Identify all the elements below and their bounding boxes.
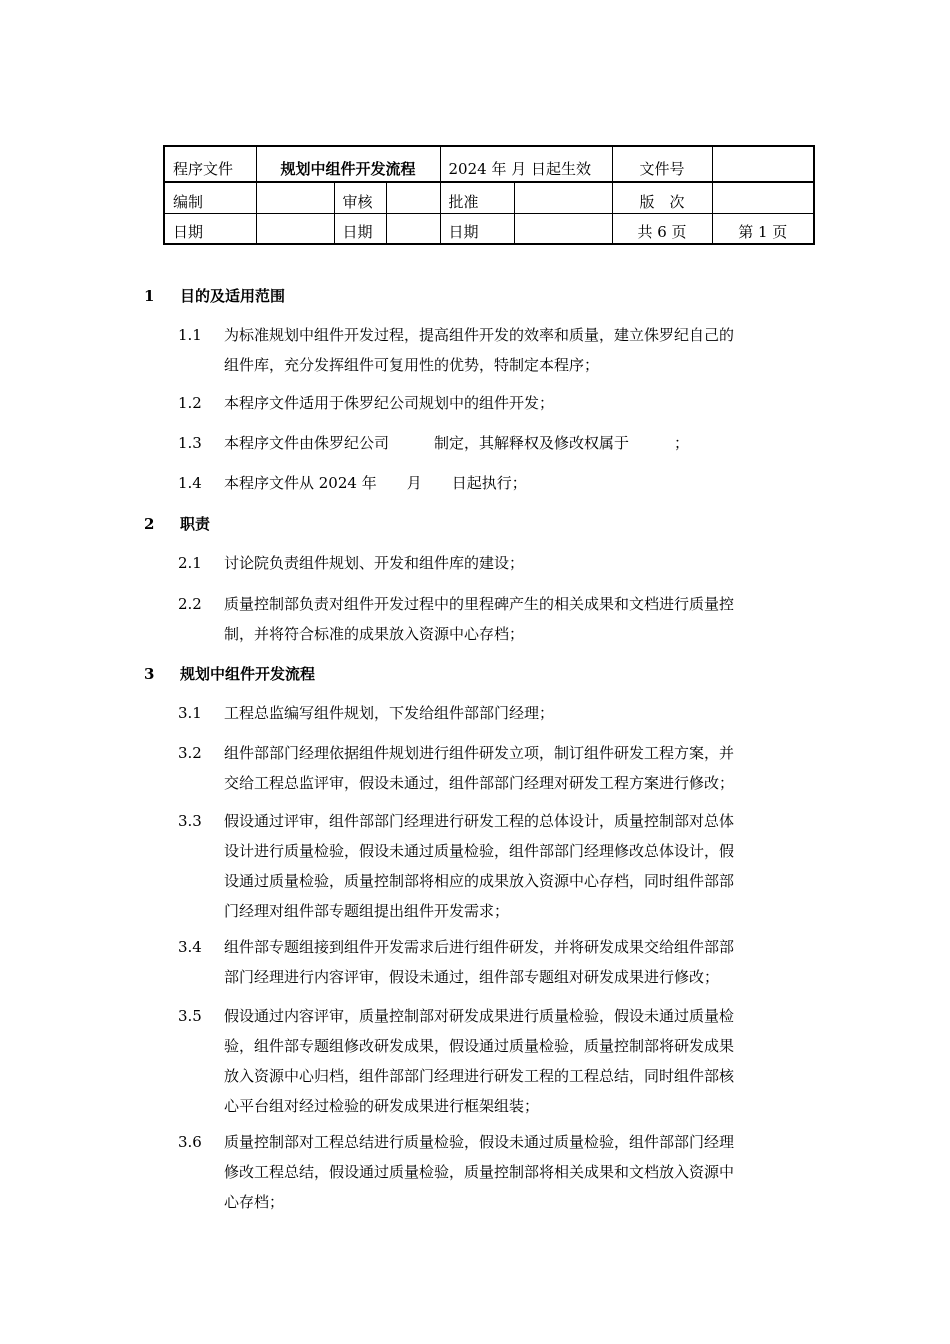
item-line: 心存档； bbox=[224, 1193, 285, 1211]
document-header-table bbox=[163, 145, 815, 245]
item-number: 3.6 bbox=[178, 1133, 202, 1151]
item-line: 制，并将符合标准的成果放入资源中心存档； bbox=[224, 625, 525, 643]
item-line: 假设通过内容评审，质量控制部对研发成果进行质量检验，假设未通过质量检 bbox=[224, 1007, 735, 1025]
effective-date: 2024 年 月 日起生效 bbox=[440, 146, 612, 182]
approved-by-label: 批准 bbox=[440, 182, 514, 213]
item-line: 质量控制部对工程总结进行质量检验，假设未通过质量检验，组件部部门经理 bbox=[224, 1133, 735, 1151]
section-number: 1 bbox=[144, 287, 155, 305]
section-heading bbox=[144, 286, 285, 306]
item-line: 设通过质量检验，质量控制部将相应的成果放入资源中心存档，同时组件部部 bbox=[224, 872, 735, 890]
doc-type-label: 程序文件 bbox=[164, 146, 256, 182]
item-line: 组件部专题组接到组件开发需求后进行组件研发，并将研发成果交给组件部部 bbox=[224, 938, 735, 956]
date-value-1 bbox=[256, 213, 334, 244]
item-number: 1.3 bbox=[178, 434, 202, 452]
item-number: 1.4 bbox=[178, 474, 202, 492]
item-number: 1.2 bbox=[178, 394, 202, 412]
item-line: 交给工程总监评审，假设未通过，组件部部门经理对研发工程方案进行修改； bbox=[224, 774, 735, 792]
item-number: 3.3 bbox=[178, 812, 202, 830]
item-line: 部门经理进行内容评审，假设未通过，组件部专题组对研发成果进行修改； bbox=[224, 968, 720, 986]
item-line: 组件库，充分发挥组件可复用性的优势，特制定本程序； bbox=[224, 356, 600, 374]
approved-by-value bbox=[514, 182, 612, 213]
compiled-by-value bbox=[256, 182, 334, 213]
doc-number-value bbox=[712, 146, 814, 182]
date-value-2 bbox=[386, 213, 440, 244]
section-number: 2 bbox=[144, 515, 155, 533]
date-label-3: 日期 bbox=[440, 213, 514, 244]
item-line: 工程总监编写组件规划，下发给组件部部门经理； bbox=[224, 704, 555, 722]
date-label-2: 日期 bbox=[334, 213, 386, 244]
section-heading bbox=[144, 514, 210, 534]
item-line: 讨论院负责组件规划、开发和组件库的建设； bbox=[224, 554, 525, 572]
date-label-1: 日期 bbox=[164, 213, 256, 244]
section-number: 3 bbox=[144, 665, 155, 683]
version-value bbox=[712, 182, 814, 213]
item-line: 心平台组对经过检验的研发成果进行框架组装； bbox=[224, 1097, 540, 1115]
reviewed-by-label: 审核 bbox=[334, 182, 386, 213]
item-line: 组件部部门经理依据组件规划进行组件研发立项，制订组件研发工程方案，并 bbox=[224, 744, 735, 762]
page-number: 第 1 页 bbox=[712, 213, 814, 244]
item-number: 3.2 bbox=[178, 744, 202, 762]
compiled-by-label: 编制 bbox=[164, 182, 256, 213]
doc-title: 规划中组件开发流程 bbox=[256, 146, 440, 182]
reviewed-by-value bbox=[386, 182, 440, 213]
item-line: 质量控制部负责对组件开发过程中的里程碑产生的相关成果和文档进行质量控 bbox=[224, 595, 735, 613]
item-line: 假设通过评审，组件部部门经理进行研发工程的总体设计，质量控制部对总体 bbox=[224, 812, 735, 830]
section-title: 目的及适用范围 bbox=[180, 287, 286, 305]
item-number: 1.1 bbox=[178, 326, 202, 344]
item-line: 为标准规划中组件开发过程，提高组件开发的效率和质量，建立侏罗纪自己的 bbox=[224, 326, 735, 344]
item-number: 2.2 bbox=[178, 595, 202, 613]
item-line: 本程序文件适用于侏罗纪公司规划中的组件开发； bbox=[224, 394, 555, 412]
version-label: 版 次 bbox=[612, 182, 712, 213]
item-number: 3.5 bbox=[178, 1007, 202, 1025]
section-title: 规划中组件开发流程 bbox=[180, 665, 316, 683]
item-line: 设计进行质量检验，假设未通过质量检验，组件部部门经理修改总体设计，假 bbox=[224, 842, 735, 860]
section-heading bbox=[144, 664, 315, 684]
item-line: 本程序文件从 2024 年 月 日起执行； bbox=[224, 474, 527, 492]
total-pages: 共 6 页 bbox=[612, 213, 712, 244]
item-line: 验，组件部专题组修改研发成果，假设通过质量检验，质量控制部将研发成果 bbox=[224, 1037, 735, 1055]
item-number: 3.1 bbox=[178, 704, 202, 722]
item-line: 修改工程总结，假设通过质量检验，质量控制部将相关成果和文档放入资源中 bbox=[224, 1163, 735, 1181]
item-number: 3.4 bbox=[178, 938, 202, 956]
item-line: 门经理对组件部专题组提出组件开发需求； bbox=[224, 902, 510, 920]
date-value-3 bbox=[514, 213, 612, 244]
item-number: 2.1 bbox=[178, 554, 202, 572]
doc-number-label: 文件号 bbox=[612, 146, 712, 182]
item-line: 本程序文件由侏罗纪公司 制定，其解释权及修改权属于 ； bbox=[224, 434, 690, 452]
section-title: 职责 bbox=[180, 515, 211, 533]
item-line: 放入资源中心归档，组件部部门经理进行研发工程的工程总结，同时组件部核 bbox=[224, 1067, 735, 1085]
